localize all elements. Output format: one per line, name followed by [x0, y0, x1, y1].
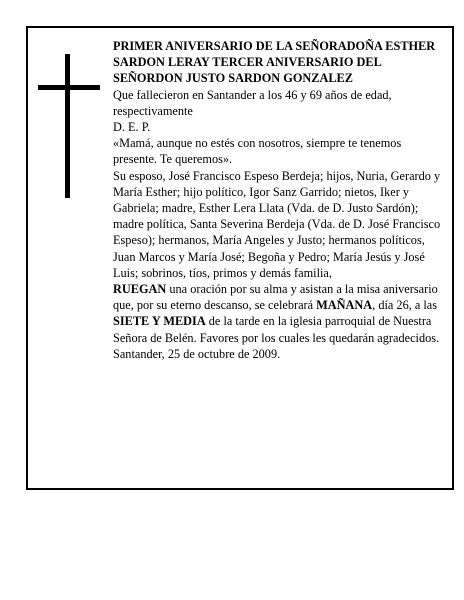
- ruegan-word: RUEGAN: [113, 282, 167, 297]
- notice-text: [113, 38, 443, 362]
- passed-away-line: Que fallecieron en Santander a los 46 y 69 años de edad, respectivamente: [113, 87, 392, 118]
- request-text-2: , día 26, a las: [372, 298, 438, 313]
- rip-line: D. E. P.: [113, 120, 151, 135]
- notice-heading: PRIMER ANIVERSARIO DE LA SEÑORADOÑA ESTHER SARDON LERAY TERCER ANIVERSARIO DEL SEÑORDON JUSTO SARDON GONZALEZ: [113, 39, 436, 86]
- place-date-line: Santander, 25 de octubre de 2009.: [113, 346, 281, 361]
- cross-horizontal-bar: [38, 85, 100, 90]
- cross-vertical-bar: [65, 54, 70, 198]
- cross-icon: [38, 54, 100, 198]
- family-paragraph: Su esposo, José Francisco Espeso Berdeja; hijos, Nuria, Gerardo y María Esther; hijo político, Igor Sanz Garrido; nietos, Iker y Gabriela; madre, Esther Lera Llata (Vda. de D. Justo Sardón); madre política, Santa Severina Berdeja (Vda. de D. José Francisco Espeso); hermanos, María Angeles y Justo; hermanos políticos, Juan Marcos y María José; Begoña y Pedro; María Jesús y José Luis; sobrinos, tíos, primos y demás familia,: [113, 168, 441, 280]
- quote-line: «Mamá, aunque no estés con nosotros, siempre te tenemos presente. Te queremos».: [113, 136, 402, 167]
- request-text-1: una oración por su alma y asistan a la misa aniversario que, por su eterno descanso, se celebrará: [113, 282, 438, 313]
- request-paragraph: [113, 281, 443, 346]
- hora-words: SIETE Y MEDIA: [113, 314, 206, 329]
- manana-word: MAÑANA: [316, 298, 373, 313]
- request-text-3: de la tarde en la iglesia parroquial de Nuestra Señora de Belén. Favores por los cuales les quedarán agradecidos.: [113, 314, 440, 345]
